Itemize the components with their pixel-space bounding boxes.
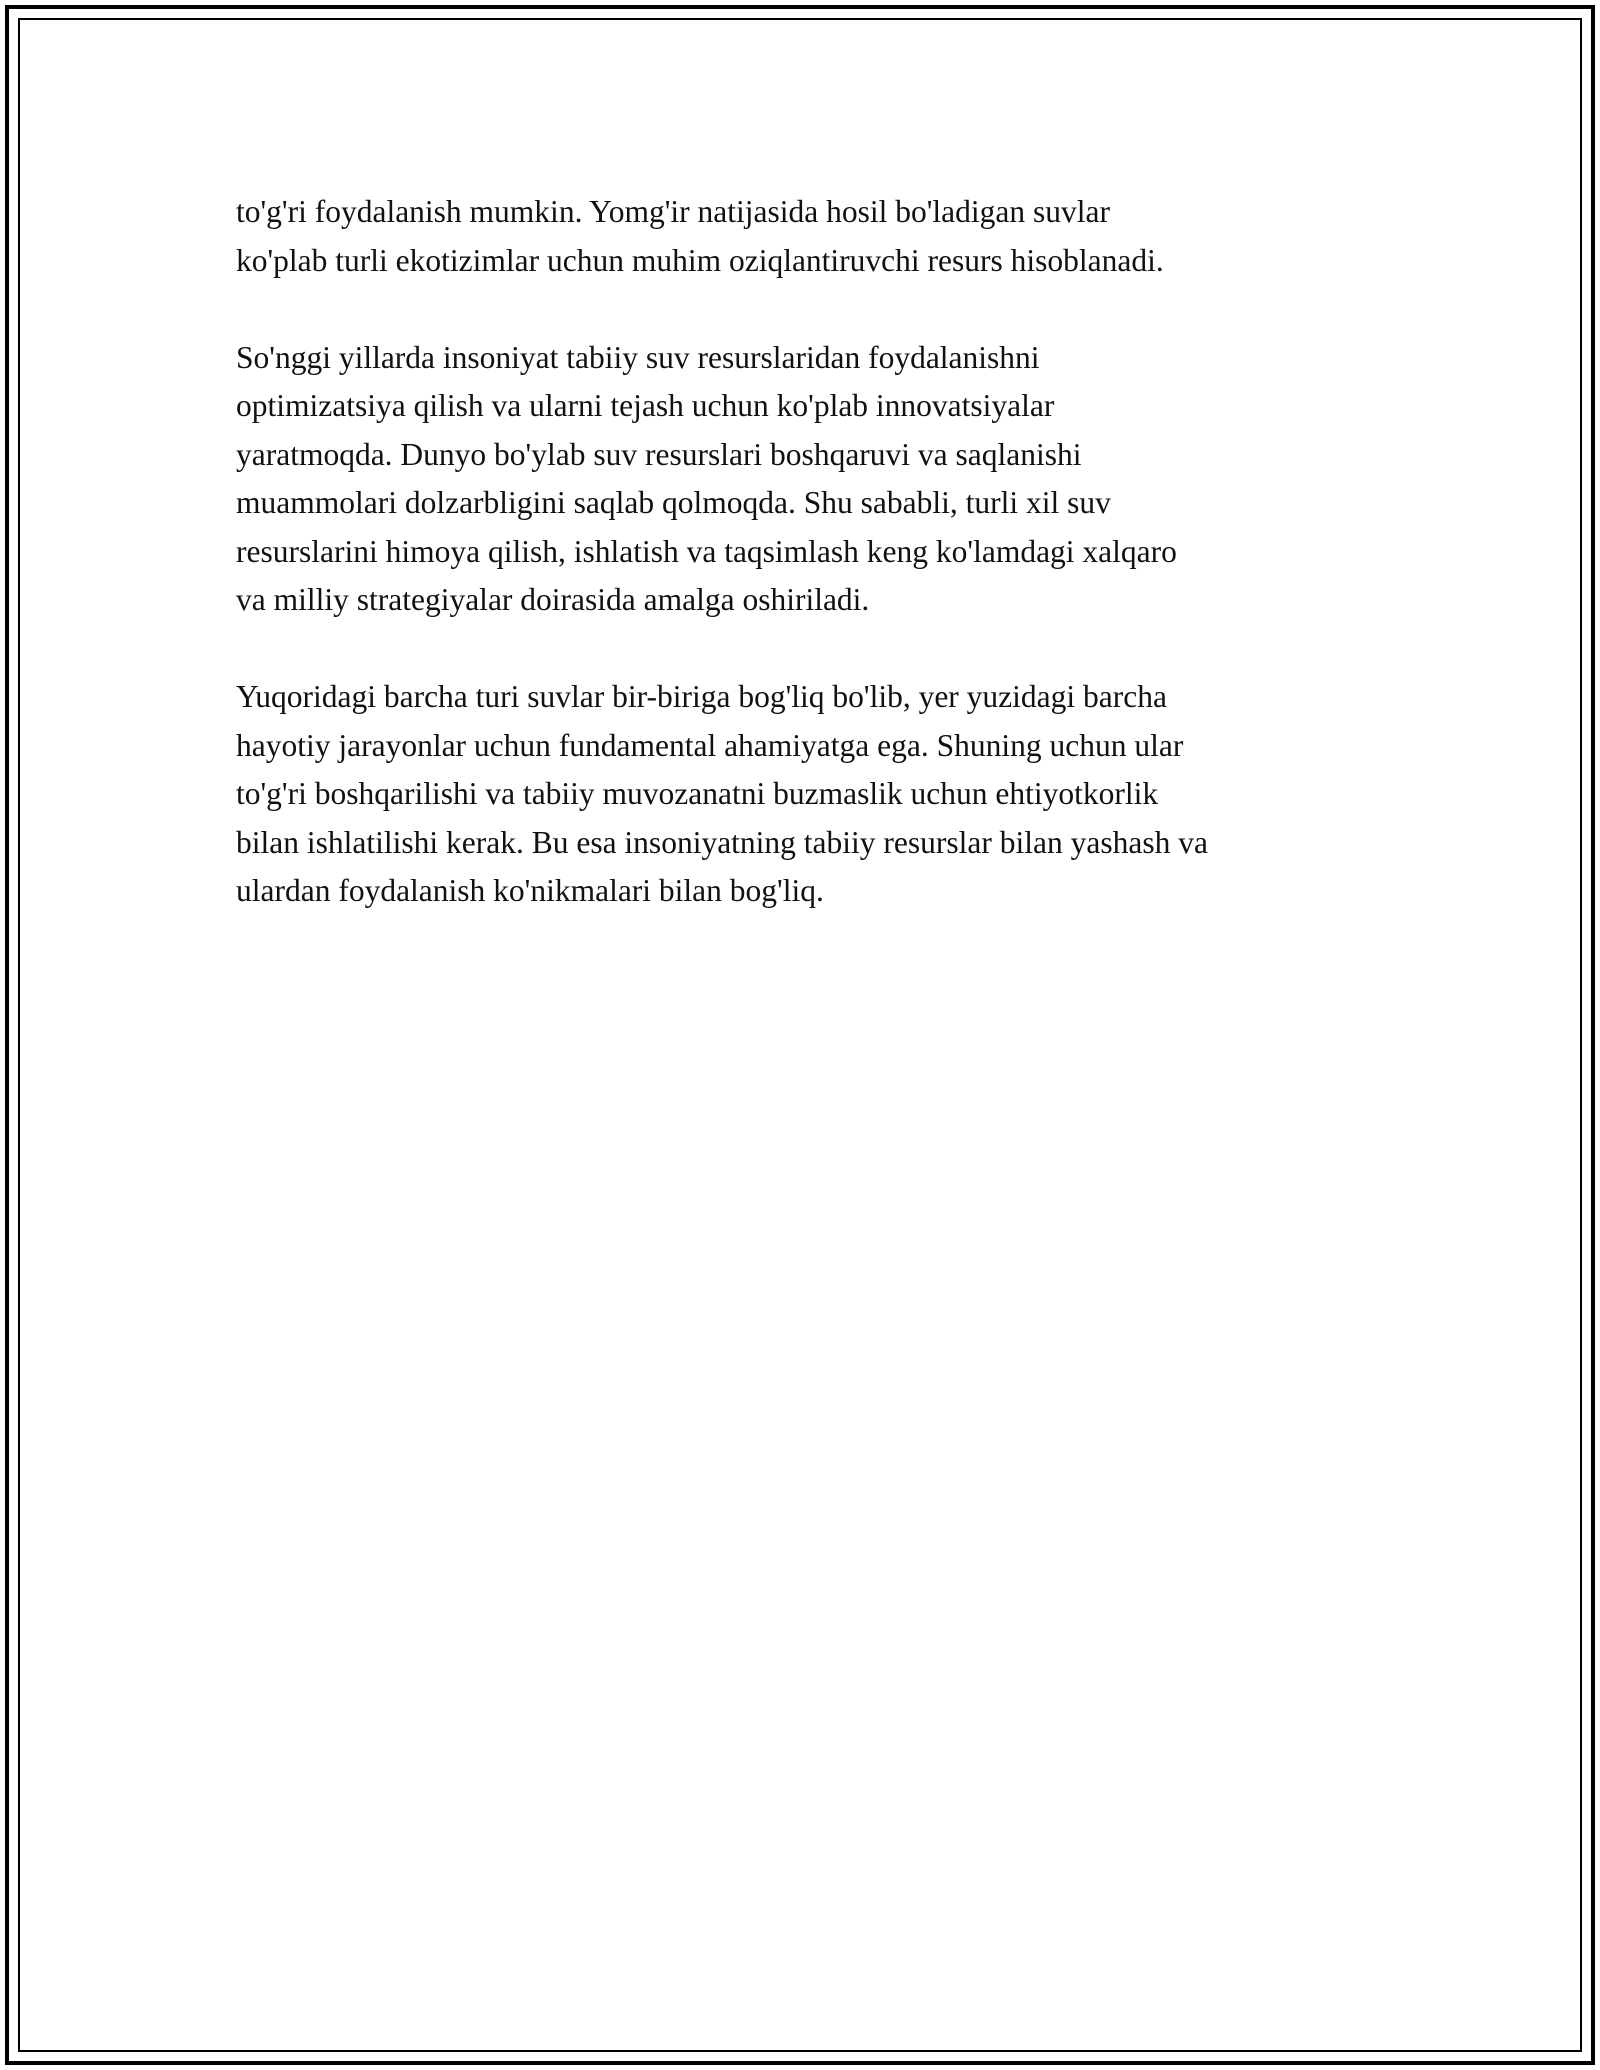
text-line: So'nggi yillarda insoniyat tabiiy suv resurslaridan foydalanishni <box>236 339 1040 375</box>
text-line: to'g'ri foydalanish mumkin. Yomg'ir natijasida hosil bo'ladigan suvlar <box>236 194 1111 229</box>
text-line: ulardan foydalanish ko'nikmalari bilan bog'liq. <box>236 873 824 908</box>
text-line: hayotiy jarayonlar uchun fundamental ahamiyatga ega. Shuning uchun ular <box>236 727 1184 763</box>
text-line: Yuqoridagi barcha turi suvlar bir-biriga bog'liq bo'lib, yer yuzidagi barcha <box>236 679 1167 714</box>
text-line: muammolari dolzarbligini saqlab qolmoqda. Shu sababli, turli xil suv <box>236 485 1111 520</box>
paragraph-3 <box>236 673 1416 916</box>
paragraph-2 <box>236 334 1416 625</box>
paragraph-1 <box>236 188 1416 285</box>
document-body <box>236 188 1416 964</box>
text-line: resurslarini himoya qilish, ishlatish va taqsimlash keng ko'lamdagi xalqaro <box>236 533 1177 569</box>
text-line: to'g'ri boshqarilishi va tabiiy muvozanatni buzmaslik uchun ehtiyotkorlik <box>236 776 1159 811</box>
text-line: bilan ishlatilishi kerak. Bu esa insoniyatning tabiiy resurslar bilan yashash va <box>236 824 1208 860</box>
text-line: yaratmoqda. Dunyo bo'ylab suv resurslari boshqaruvi va saqlanishi <box>236 436 1082 472</box>
text-line: va milliy strategiyalar doirasida amalga oshiriladi. <box>236 582 870 617</box>
text-line: optimizatsiya qilish va ularni tejash uchun ko'plab innovatsiyalar <box>236 388 1055 423</box>
text-line: ko'plab turli ekotizimlar uchun muhim oziqlantiruvchi resurs hisoblanadi. <box>236 242 1164 278</box>
